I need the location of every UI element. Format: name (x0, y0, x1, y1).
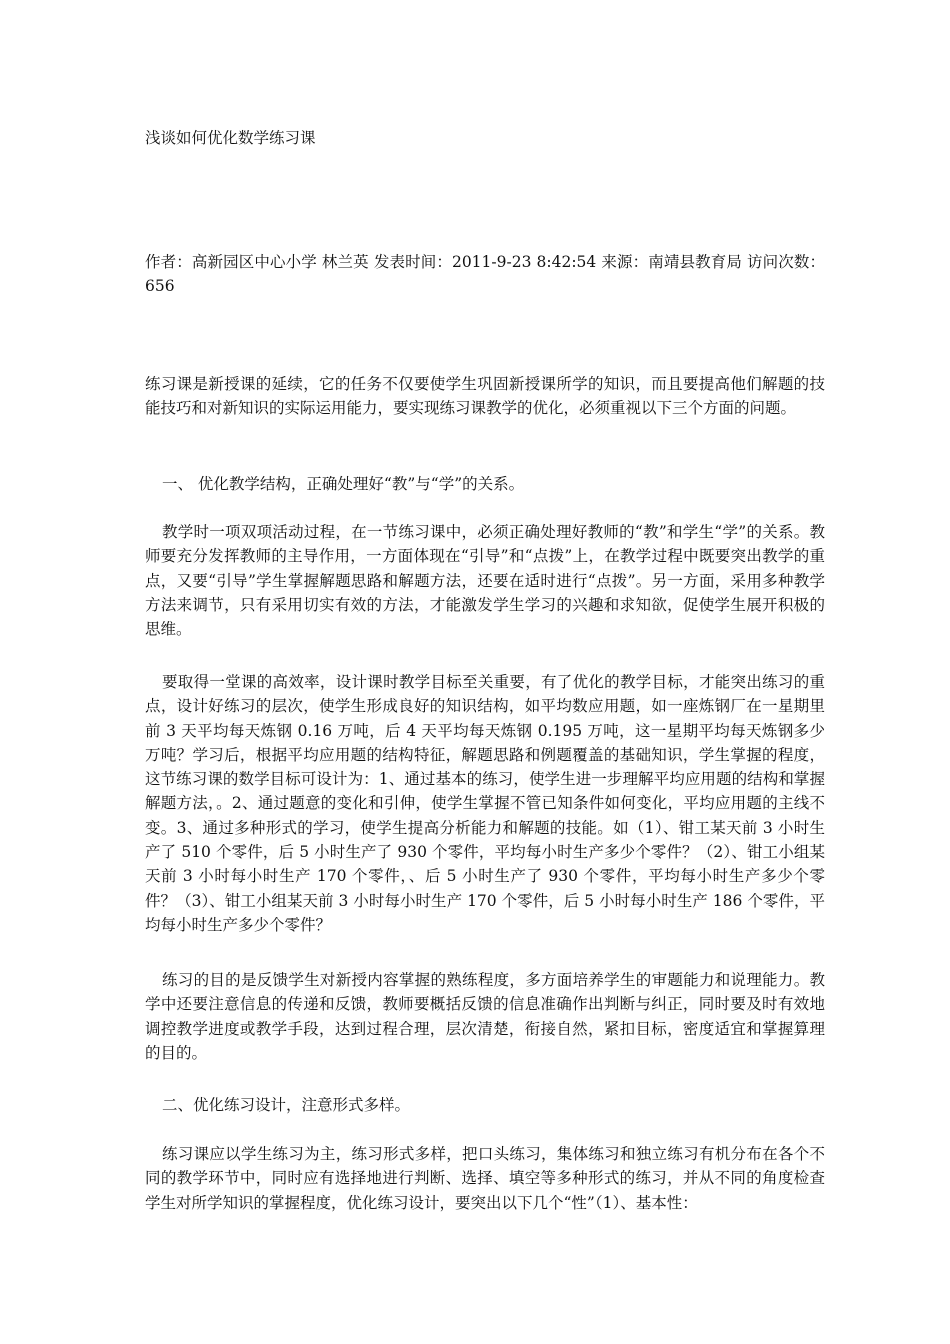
section-heading-1: 一、 优化教学结构，正确处理好“教”与“学”的关系。 (162, 475, 525, 493)
body-paragraph: 要取得一堂课的高效率，设计课时教学目标至关重要，有了优化的教学目标，才能突出练习的重点，设计好练习的层次，使学生形成良好的知识结构，如平均数应用题，如一座炼钢厂在一星期里前 3 天平均每天炼钢 0.16 万吨，后 4 天平均每天炼钢 0.195 万吨，这一星期平均每天炼钢多少万吨？学习后，根据平均应用题的结构特征，解题思路和例题覆盖的基础知识，学生掌握的程度，这节练习课的数学目标可设计为：1、通过基本的练习，使学生进一步理解平均应用题的结构和掌握解题方法，。2、通过题意的变化和引伸，使学生掌握不管已知条件如何变化，平均应用题的主线不变。3、通过多种形式的学习，使学生提高分析能力和解题的技能。如（1）、钳工某天前 3 小时生产了 510 个零件，后 5 小时生产了 930 个零件，平均每小时生产多少个零件？（2）、钳工小组某天前 3 小时每小时生产 170 个零件，、后 5 小时生产了 930 个零件，平均每小时生产多少个零件？（3）、钳工小组某天前 3 小时每小时生产 170 个零件，后 5 小时每小时生产 186 个零件，平均每小时生产多少个零件？ (145, 673, 825, 934)
body-paragraph: 练习的目的是反馈学生对新授内容掌握的熟练程度，多方面培养学生的审题能力和说理能力。教学中还要注意信息的传递和反馈，教师要概括反馈的信息准确作出判断与纠正，同时要及时有效地调控教学进度或教学手段，达到过程合理，层次清楚，衔接自然，紧扣目标，密度适宜和掌握算理的目的。 (145, 971, 825, 1062)
section-heading-2: 二、优化练习设计，注意形式多样。 (162, 1096, 411, 1114)
article-meta: 作者：高新园区中心小学 林兰英 发表时间：2011-9-23 8:42:54 来源：南靖县教育局 访问次数：656 (145, 253, 825, 296)
body-paragraph: 练习课应以学生练习为主，练习形式多样，把口头练习，集体练习和独立练习有机分布在各个不同的教学环节中，同时应有选择地进行判断、选择、填空等多种形式的练习，并从不同的角度检查学生对所学知识的掌握程度，优化练习设计，要突出以下几个“性”（1）、基本性： (145, 1145, 825, 1212)
body-paragraph: 教学时一项双项活动过程，在一节练习课中，必须正确处理好教师的“教”和学生“学”的关系。教师要充分发挥教师的主导作用，一方面体现在“引导”和“点拨”上，在教学过程中既要突出教学的重点，又要“引导”学生掌握解题思路和解题方法，还要在适时进行“点拨”。另一方面，采用多种教学方法来调节，只有采用切实有效的方法，才能激发学生学习的兴趣和求知欲，促使学生展开积极的思维。 (145, 523, 825, 639)
intro-paragraph: 练习课是新授课的延续，它的任务不仅要使学生巩固新授课所学的知识，而且要提高他们解题的技能技巧和对新知识的实际运用能力，要实现练习课教学的优化，必须重视以下三个方面的问题。 (145, 375, 825, 418)
article-title: 浅谈如何优化数学练习课 (145, 129, 316, 147)
